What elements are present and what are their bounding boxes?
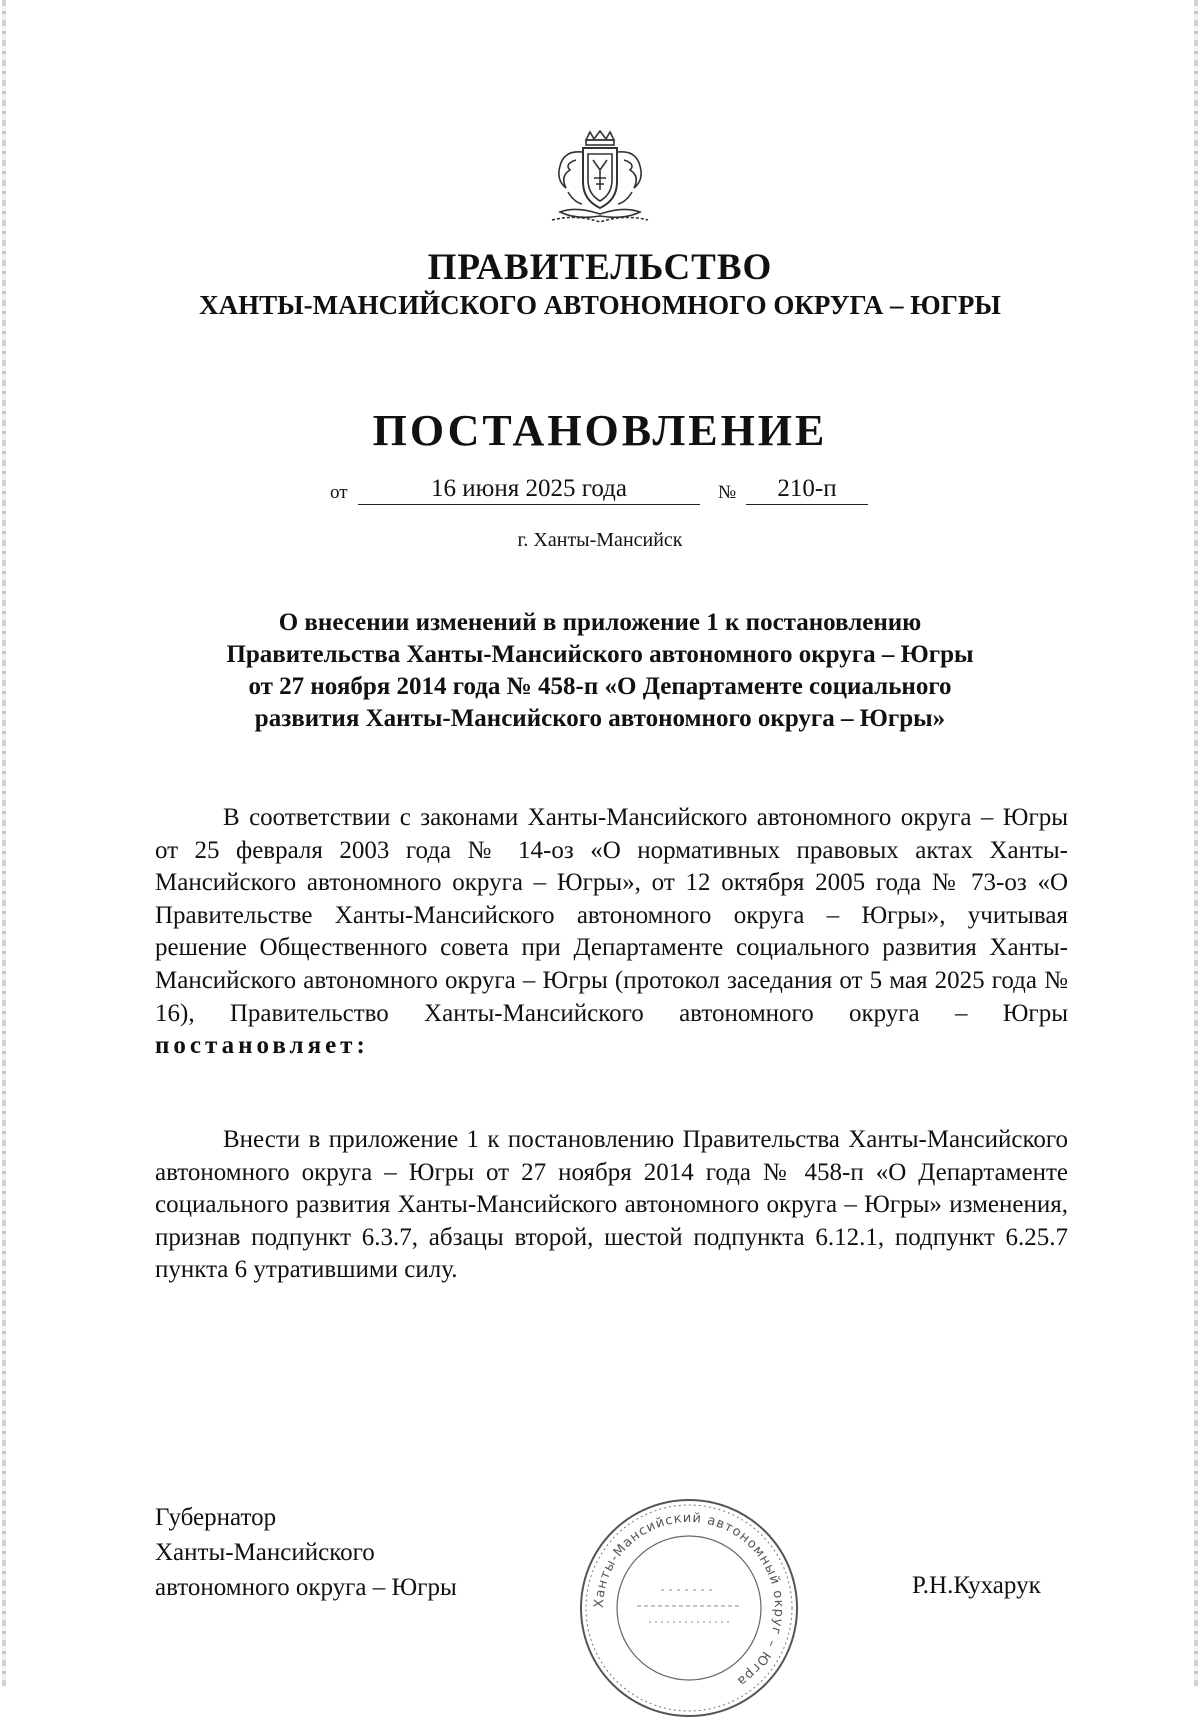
resolution-text: Внести в приложение 1 к постановлению Правительства Ханты-Мансийского автономного округа – Югры от 27 ноября 2014 года № 458-п «О Департаменте социального развития Ханты-Мансийского автономного округа – Югры» изменения, признав подпункт 6.3.7, абзацы второй, шестой подпункта 6.12.1, подпункт 6.25.7 пункта 6 утратившими силу.	[155, 1126, 1068, 1284]
svg-text:Ханты-Мансийский автономный ок	[592, 1511, 786, 1689]
heading-line: от 27 ноября 2014 года № 458-п «О Департаменте социального	[248, 673, 952, 700]
signer-name: Р.Н.Кухарук	[912, 1572, 1041, 1599]
signer-position	[155, 1500, 457, 1605]
issue-city: г. Ханты-Мансийск	[517, 529, 683, 551]
document-date: 16 июня 2025 года	[358, 474, 700, 505]
signer-position-line: автономного округа – Югры	[155, 1574, 457, 1601]
number-label: №	[718, 482, 737, 503]
official-seal	[577, 1496, 801, 1720]
document-heading	[150, 607, 1050, 735]
coat-of-arms-emblem	[546, 130, 654, 230]
date-number-line	[0, 474, 1200, 508]
signer-position-line: Ханты-Мансийского	[155, 1539, 375, 1566]
seal-text: Ханты-Мансийский автономный округ – Югра	[591, 1510, 787, 1690]
document-number: 210-п	[746, 474, 868, 505]
preamble-text: В соответствии с законами Ханты-Мансийского автономного округа – Югры от 25 февраля 2003 года № 14-оз «О нормативных правовых актах Ханты-Мансийского автономного округа – Югры», от 12 октября 2005 года № 73-оз «О Правительстве Ханты-Мансийского автономного округа – Югры», учитывая решение Общественного совета при Департаменте социального развития Ханты-Мансийского автономного округа – Югры (протокол заседания от 5 мая 2025 года № 16), Правительство Ханты-Мансийского автономного округа – Югры	[155, 804, 1068, 1027]
heading-line: развития Ханты-Мансийского автономного округа – Югры»	[254, 705, 946, 732]
heading-line: Правительства Ханты-Мансийского автономного округа – Югры	[226, 641, 974, 668]
document-type-title: ПОСТАНОВЛЕНИЕ	[372, 406, 828, 455]
decree-word: постановляет:	[155, 1032, 369, 1060]
government-title: ПРАВИТЕЛЬСТВО	[427, 247, 773, 288]
region-title: ХАНТЫ-МАНСИЙСКОГО АВТОНОМНОГО ОКРУГА – ЮГРЫ	[199, 290, 1001, 320]
signer-position-line: Губернатор	[155, 1504, 277, 1531]
heading-line: О внесении изменений в приложение 1 к постановлению	[278, 609, 922, 636]
preamble-paragraph	[155, 802, 1068, 1063]
date-label: от	[330, 482, 348, 503]
resolution-paragraph	[155, 1124, 1068, 1287]
